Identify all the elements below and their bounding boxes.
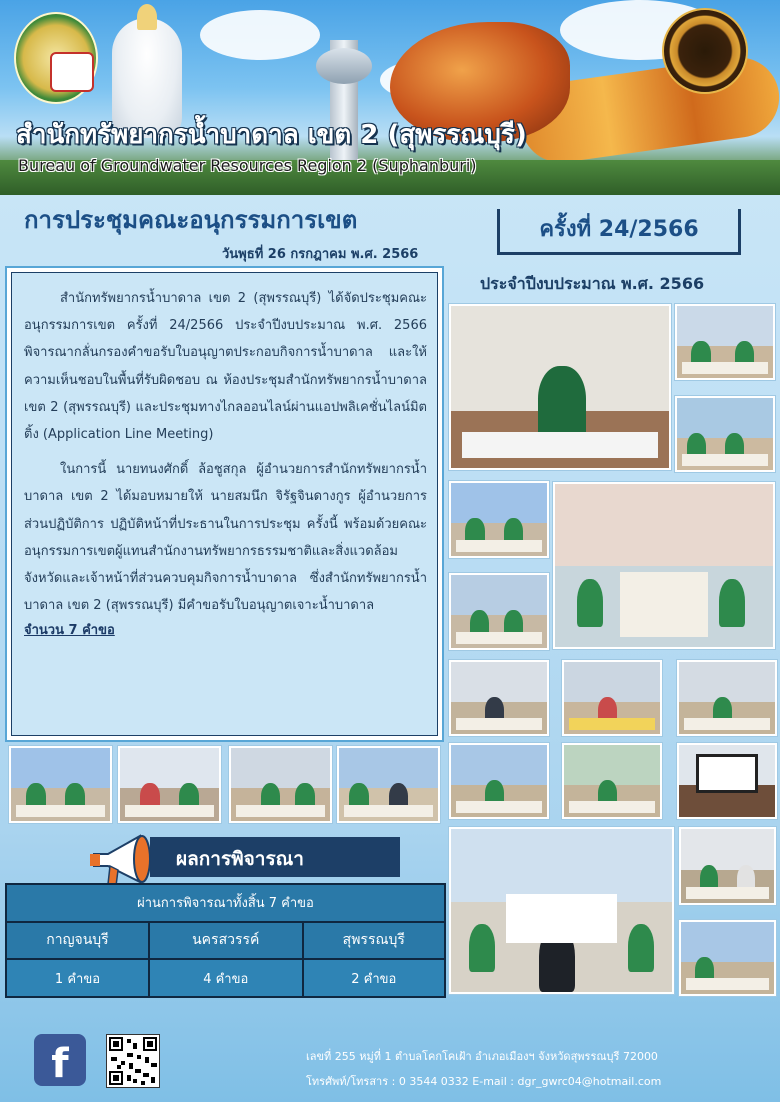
paragraph-2: ในการนี้ นายทนงศักดิ์ ล้อชูสกุล ผู้อำนวยการสำนักทรัพยากรน้ำบาดาล เขต 2 ได้มอบหมายให้ นายสมนึก จิรัฐจินดางกูร ผู้อำนวยการส่วนปฏิบัติการ ปฏิบัติหน้าที่ประธานในการประชุม ครั้งนี้ พร้อมด้วยคณะอนุกรรมการเขตผู้แทนสำนักงานทรัพยากรธรรมชาติและสิ่งแวดล้อมจังหวัดและเจ้าหน้าที่ส่วนควบคุมกิจการน้ำบาดาล ซึ่งสำนักทรัพยากรน้ำบาดาล เขต 2 (สุพรรณบุรี) มีคำขอรับใบอนุญาตเจาะน้ำบาดาล [24,462,427,614]
meeting-photo [562,660,662,736]
paragraph-1: สำนักทรัพยากรน้ำบาดาล เขต 2 (สุพรรณบุรี) ได้จัดประชุมคณะอนุกรรมการเขต ครั้งที่ 24/2566 ประจำปีงบประมาณ พ.ศ. 2566 พิจารณากลั่นกรองคำขอรับใบอนุญาตประกอบกิจการน้ำบาดาล และให้ความเห็นชอบในพื้นที่รับผิดชอบ ณ ห้องประชุมสำนักทรัพยากรน้ำบาดาล เขต 2 (สุพรรณบุรี) และประชุมทางไกลออนไลน์ผ่านแอปพลิเคชั่นไลน์มิตติ้ง (Application Line Meeting) [24,291,427,443]
meeting-date: วันพุธที่ 26 กรกฎาคม พ.ศ. 2566 [222,247,419,262]
meeting-photo [229,746,332,823]
results-summary-row [6,884,445,922]
province-row [6,922,445,960]
meeting-photo [679,920,776,996]
banner-title-th: สำนักทรัพยากรน้ำบาดาล เขต 2 (สุพรรณบุรี) [16,120,527,150]
meeting-photo [118,746,221,823]
province-count: 4 คำขอ [149,959,303,997]
banner-title-en: Bureau of Groundwater Resources Region 2 (Suphanburi) [18,156,477,175]
megaphone-icon [88,832,158,890]
meeting-photo [677,660,777,736]
meeting-photo [449,743,549,819]
session-number: ครั้งที่ 24/2566 [539,217,699,242]
footer-address: เลขที่ 255 หมู่ที่ 1 ตำบลโคกโคเฝ้า อำเภอเมืองฯ จังหวัดสุพรรณบุรี 72000 [306,1050,658,1063]
news-text-panel [5,266,444,742]
buddha-crown-image [137,4,157,30]
qr-code-icon[interactable] [106,1034,160,1088]
news-text-inner [11,272,438,736]
meeting-photo [562,743,662,819]
meeting-room-photo [553,482,775,649]
count-row [6,959,445,997]
ministry-logo [14,12,98,104]
province-name: กาญจนบุรี [6,922,149,960]
results-table [5,883,446,998]
tower-pod-image [316,48,372,84]
results-label: ผลการพิจารณา [150,837,400,877]
meeting-photo [449,660,549,736]
facebook-icon[interactable]: f [34,1034,86,1086]
province-name: นครสวรรค์ [149,922,303,960]
session-number-box [497,209,741,255]
fiscal-year: ประจำปีงบประมาณ พ.ศ. 2566 [480,274,705,293]
online-meeting-photo [677,743,777,819]
meeting-overview-photo [449,827,674,994]
meeting-photo [675,304,775,380]
meeting-photo [449,481,549,558]
meeting-photo [679,827,776,905]
logo-emblem-icon [50,52,94,92]
meeting-title: การประชุมคณะอนุกรรมการเขต [24,206,358,234]
meeting-photo [675,396,775,472]
province-name: สุพรรณบุรี [303,922,445,960]
province-count: 2 คำขอ [303,959,445,997]
cloud [200,10,320,60]
province-count: 1 คำขอ [6,959,149,997]
header-banner [0,0,780,195]
footer-contact: โทรศัพท์/โทรสาร : 0 3544 0332 E-mail : dgr_gwrc04@hotmail.com [306,1075,662,1088]
department-seal-logo [662,8,748,94]
results-summary: ผ่านการพิจารณาทั้งสิ้น 7 คำขอ [6,884,445,922]
meeting-photo [449,573,549,650]
chairman-photo [449,304,671,470]
meeting-photo [337,746,440,823]
request-count: จำนวน 7 คำขอ [24,623,115,639]
meeting-photo [9,746,112,823]
